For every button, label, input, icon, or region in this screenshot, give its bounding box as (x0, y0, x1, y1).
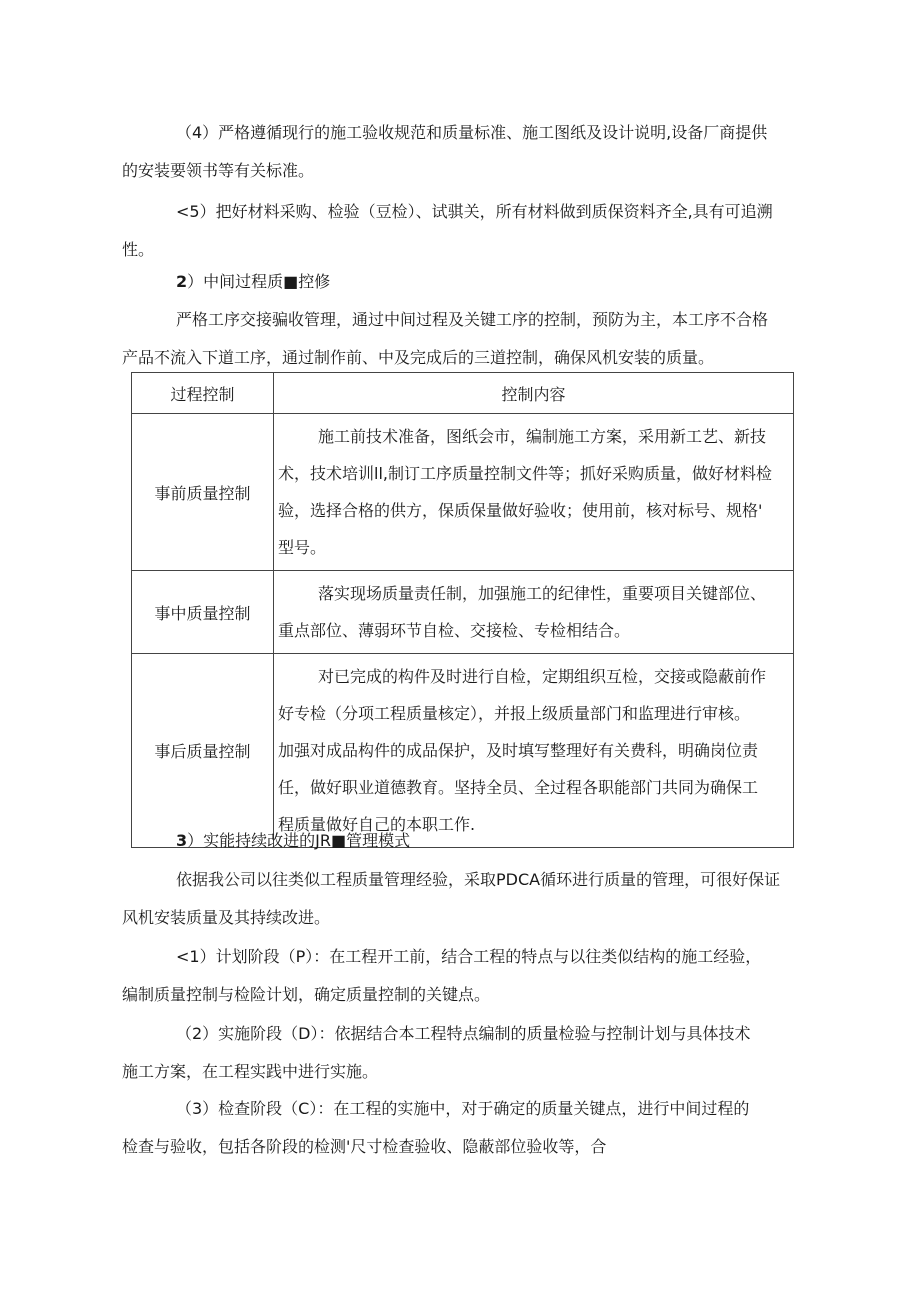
table-row-label: 事中质量控制 (132, 571, 274, 654)
table-row-content (274, 414, 794, 571)
heading-text: ）实能持续改进的JR■管理模式 (187, 831, 411, 850)
heading-text: ）中间过程质■控修 (187, 272, 331, 291)
table-cell-line: 术，技术培训ll,制订工序质量控制文件等；抓好采购质量，做好材料检 (278, 464, 772, 483)
paragraph-line: 依据我公司以往类似工程质量管理经验，采取PDCA循环进行质量的管理，可很好保证 (176, 870, 781, 889)
table-cell-line: 好专检（分项工程质量核定），并报上级质量部门和监理进行审核。 (278, 704, 751, 723)
section-intro-paragraph (122, 301, 798, 377)
table-row-content (274, 654, 794, 848)
table-row-content (274, 571, 794, 654)
table-cell-line: 型号。 (278, 538, 327, 557)
pdca-intro-paragraph (122, 861, 798, 937)
paragraph-line: 编制质量控制与检险计划，确定质量控制的关键点。 (122, 985, 491, 1004)
table-header-row (132, 373, 794, 414)
pdca-check-paragraph (122, 1090, 798, 1166)
table-row (132, 654, 794, 848)
table-row-label: 事前质量控制 (132, 414, 274, 571)
table-cell-line: 加强对成品构件的成品保护，及时填写整理好有关费科，明确岗位责 (278, 741, 759, 760)
table-row-label: 事后质量控制 (132, 654, 274, 848)
quality-control-table (131, 372, 794, 848)
pdca-plan-paragraph (122, 938, 798, 1014)
paragraph-line: （2）实施阶段（D）：依据结合本工程特点编制的质量检验与控制计划与具体技术 (176, 1024, 751, 1043)
paragraph-line: 性。 (122, 240, 155, 259)
table-row (132, 571, 794, 654)
table-cell-line: 落实现场质量责任制，加强施工的纪律性，重要项目关键部位、 (318, 584, 767, 603)
section-heading-3 (122, 822, 798, 860)
paragraph-line: 产品不流入下道工序，通过制作前、中及完成后的三道控制，确保风机安装的质量。 (122, 348, 715, 367)
paragraph-line: 的安装要领书等有关标准。 (122, 161, 315, 180)
table-row (132, 414, 794, 571)
section-heading-2 (122, 263, 798, 301)
paragraph-line: （4）严格遵循现行的施工验收规范和质量标准、施工图纸及设计说明,设备厂商提供 (176, 123, 768, 142)
pdca-do-paragraph (122, 1015, 798, 1091)
paragraph-item-5 (122, 193, 798, 269)
paragraph-line: <5）把好材料采购、检验（豆检）、试骐关，所有材料做到质保资料齐全,具有可追溯 (176, 202, 773, 221)
table-cell-line: 程质量做好自己的本职工作. (278, 815, 476, 834)
heading-number: 2 (176, 272, 188, 291)
paragraph-line: 严格工序交接骗收管理，通过中间过程及关键工序的控制，预防为主，本工序不合格 (176, 310, 769, 329)
table-cell-line: 施工前技术准备，图纸会市，编制施工方案，采用新工艺、新技 (318, 427, 767, 446)
paragraph-line: 检查与验收，包括各阶段的检测'尺寸检查验收、隐蔽部位验收等，合 (122, 1137, 607, 1156)
heading-line (122, 822, 798, 860)
heading-line (122, 263, 798, 301)
table-cell-line: 验，选择合格的供方，保质保量做好验收；使用前，核对标号、规格' (278, 501, 763, 520)
paragraph-item-4 (122, 114, 798, 190)
heading-number: 3 (176, 831, 188, 850)
table-cell-line: 重点部位、薄弱环节自检、交接检、专检相结合。 (278, 621, 631, 640)
paragraph-line: <1）计划阶段（P）：在工程开工前，结合工程的特点与以往类似结构的施工经验， (176, 947, 762, 966)
paragraph-line: 施工方案，在工程实践中进行实施。 (122, 1062, 379, 1081)
table-header-process: 过程控制 (132, 373, 274, 414)
table-header-content: 控制内容 (274, 373, 794, 414)
paragraph-line: （3）检查阶段（C）：在工程的实施中，对于确定的质量关键点，进行中间过程的 (176, 1099, 750, 1118)
table-cell-line: 对已完成的构件及时进行自检，定期组织互检，交接或隐蔽前作 (318, 667, 767, 686)
paragraph-line: 风机安装质量及其持续改进。 (122, 908, 331, 927)
table-cell-line: 任，做好职业道德教育。坚持全员、全过程各职能部门共同为确保工 (278, 778, 759, 797)
